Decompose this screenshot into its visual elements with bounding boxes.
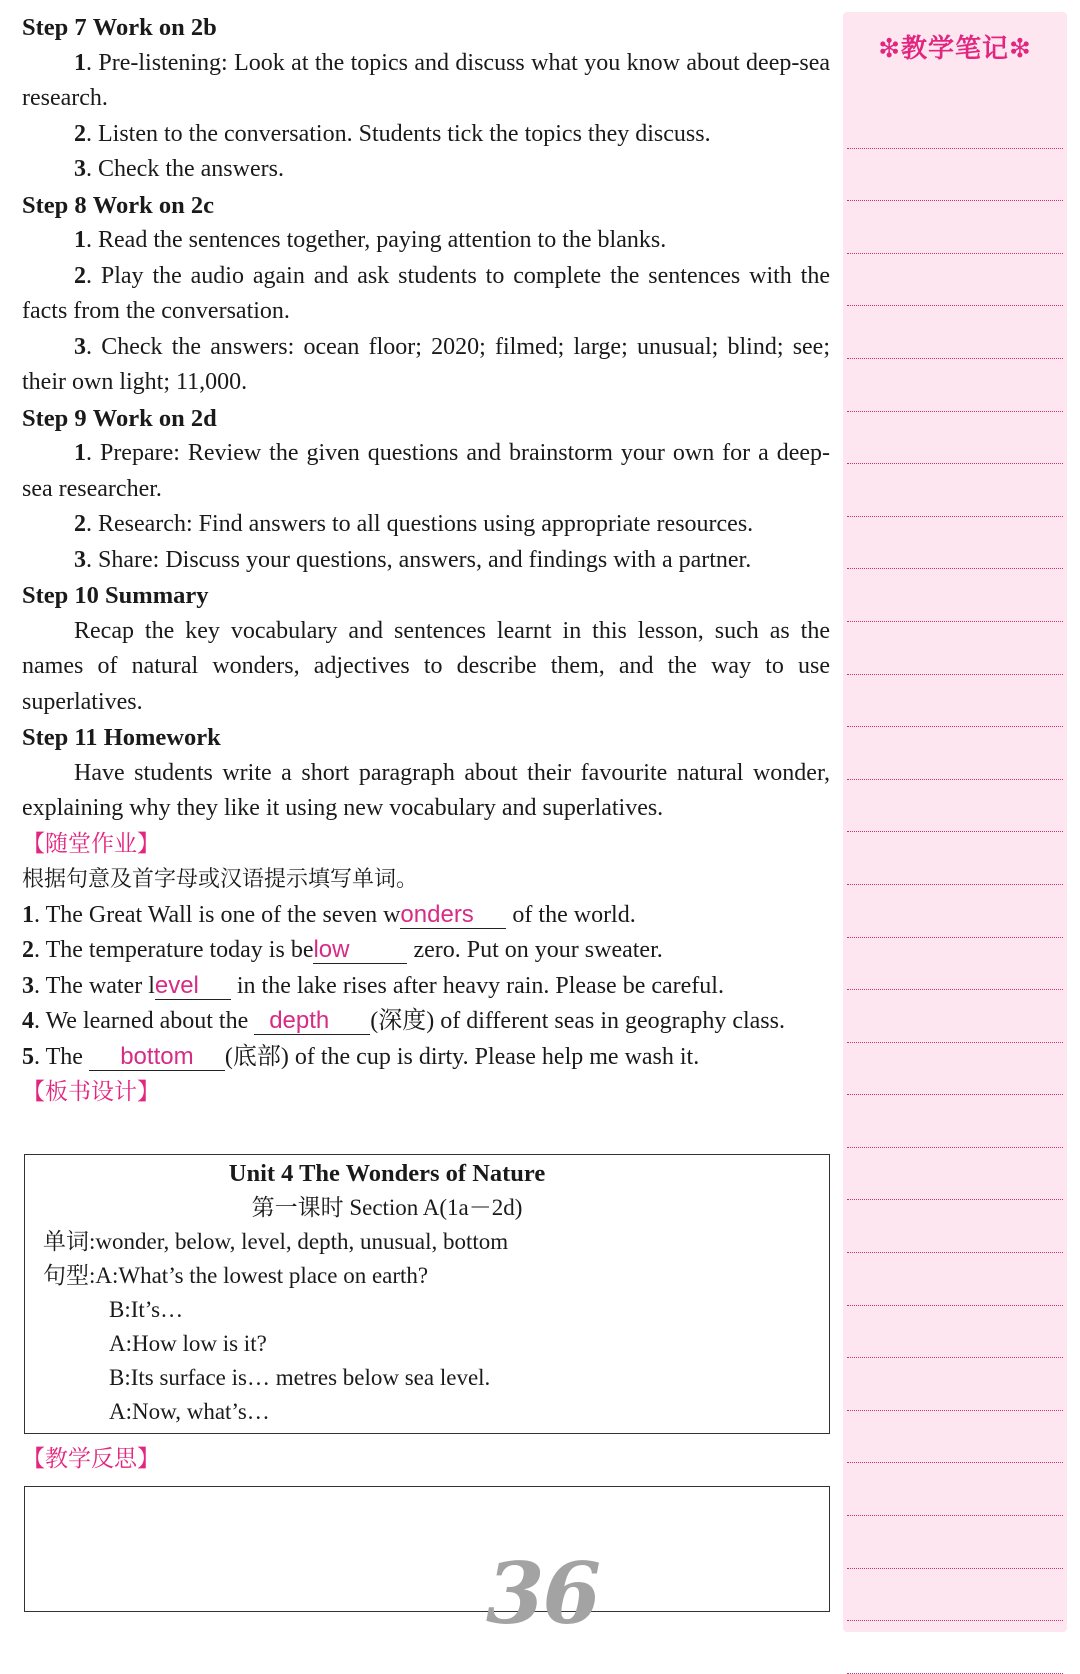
notes-title: ❇教学笔记❇: [878, 34, 1032, 64]
exercise-item-4: 4. We learned about the depth (深度) of different seas in geography class.: [22, 1007, 785, 1034]
board-heading: 【板书设计】: [22, 1079, 160, 1105]
board-subtitle: 第一课时 Section A(1a－2d): [251, 1195, 523, 1220]
notes-sidebar: [843, 12, 1067, 1632]
step-10-text: Recap the key vocabulary and sentences learnt in this lesson, such as the names of natural wonders, adjectives to describe them, and the way to use superlatives.: [22, 617, 830, 715]
board-design-box: [24, 1154, 830, 1434]
answer-3: evel: [154, 971, 199, 999]
step-9-item-2: 2. Research: Find answers to all questions using appropriate resources.: [74, 511, 754, 537]
step-8-item-2: 2. Play the audio again and ask students to complete the sentences with the facts from the conversation.: [22, 262, 830, 324]
exercise-item-3: 3. The water level in the lake rises after heavy rain. Please be careful.: [22, 971, 724, 999]
step-9-heading: Step 9 Work on 2d: [22, 404, 217, 432]
step-7-heading: Step 7 Work on 2b: [22, 14, 217, 41]
answer-2: low: [313, 936, 350, 963]
step-8-item-1: 1. Read the sentences together, paying attention to the blanks.: [74, 227, 667, 253]
step-8-heading: Step 8 Work on 2c: [22, 191, 214, 219]
answer-5: bottom: [120, 1042, 194, 1070]
board-pattern-1: 句型:A:What’s the lowest place on earth?: [43, 1263, 429, 1288]
board-pattern-4: B:Its surface is… metres below sea level.: [109, 1365, 491, 1390]
exercise-heading: 【随堂作业】: [22, 830, 160, 857]
step-7-item-2: 2. Listen to the conversation. Students tick the topics they discuss.: [74, 120, 711, 147]
board-pattern-2: B:It’s…: [109, 1297, 184, 1322]
exercise-item-2: 2. The temperature today is below zero. Put on your sweater.: [22, 936, 663, 963]
step-9-item-1: 1. Prepare: Review the given questions and brainstorm your own for a deep-sea researcher.: [22, 440, 831, 502]
reflection-box: [24, 1486, 830, 1612]
page-number: 36: [486, 1544, 599, 1643]
step-7-item-3: 3. Check the answers.: [74, 156, 284, 182]
answer-4: depth: [269, 1007, 330, 1034]
exercise-item-1: 1. The Great Wall is one of the seven wonders of the world.: [22, 900, 636, 928]
exercise-instruction: 根据句意及首字母或汉语提示填写单词。: [22, 867, 419, 892]
step-11-text: Have students write a short paragraph about their favourite natural wonder, explaining why they like it using new vocabulary and superlatives.: [22, 759, 830, 821]
exercise-item-5: 5. The bottom (底部) of the cup is dirty. Please help me wash it.: [22, 1042, 700, 1070]
board-pattern-3: A:How low is it?: [109, 1331, 267, 1356]
step-8-item-3: 3. Check the answers: ocean floor; 2020; filmed; large; unusual; blind; see; their own light; 11,000.: [22, 333, 831, 395]
step-11-heading: Step 11 Homework: [22, 724, 221, 751]
answer-1: onders: [400, 900, 474, 928]
notes-lines: [847, 96, 1063, 1674]
step-10-heading: Step 10 Summary: [22, 582, 209, 609]
lesson-content: [22, 10, 830, 1111]
step-9-item-3: 3. Share: Discuss your questions, answers, and findings with a partner.: [74, 546, 752, 573]
board-title: Unit 4 The Wonders of Nature: [228, 1160, 546, 1187]
reflection-heading: 【教学反思】: [22, 1446, 160, 1472]
board-pattern-5: A:Now, what’s…: [109, 1399, 270, 1424]
board-words: 单词:wonder, below, level, depth, unusual, bottom: [43, 1229, 509, 1254]
step-7-item-1: 1. Pre-listening: Look at the topics and discuss what you know about deep-sea research.: [22, 49, 831, 111]
